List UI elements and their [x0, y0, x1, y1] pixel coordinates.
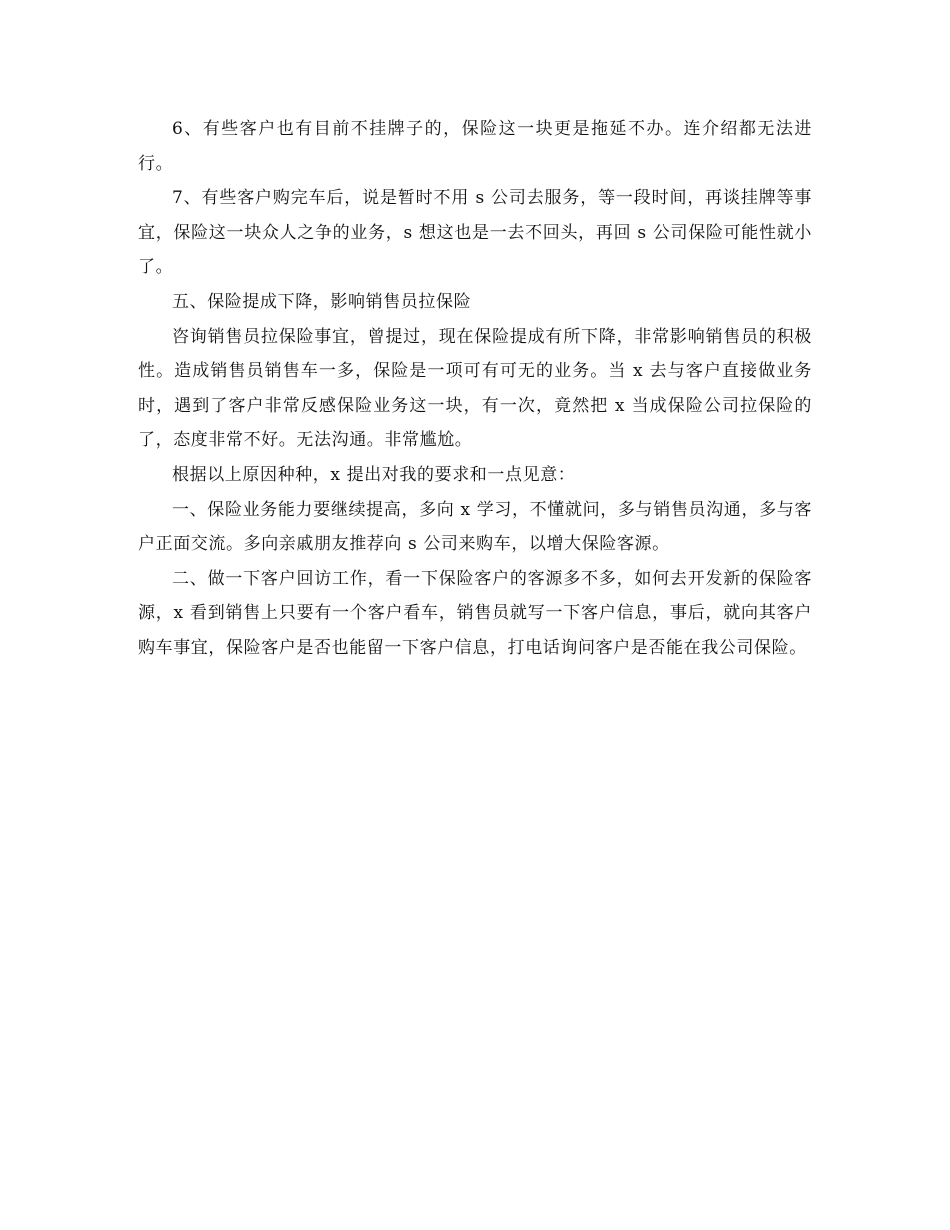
paragraph-item-7: 7、有些客户购完车后，说是暂时不用 s 公司去服务，等一段时间，再谈挂牌等事宜，保险这一块众人之争的业务，s 想这也是一去不回头，再回 s 公司保险可能性就小了。	[138, 188, 812, 278]
paragraph-requirement-1: 一、保险业务能力要继续提高，多向 x 学习，不懂就问，多与销售员沟通，多与客户正面交流。多向亲戚朋友推荐向 s 公司来购车，以增大保险客源。	[138, 499, 812, 555]
paragraph-requirement-2: 二、做一下客户回访工作，看一下保险客户的客源多不多，如何去开发新的保险客源，x 看到销售上只要有一个客户看车，销售员就写一下客户信息，事后，就向其客户购车事宜，保险客户是否也能留一下客户信息，打电话询问客户是否能在我公司保险。	[138, 568, 812, 658]
section-heading-5: 五、保险提成下降，影响销售员拉保险	[172, 291, 472, 312]
paragraph-item-6: 6、有些客户也有目前不挂牌子的，保险这一块更是拖延不办。连介绍都无法进行。	[138, 119, 812, 174]
paragraph-requirements-intro: 根据以上原因种种，x 提出对我的要求和一点见意：	[172, 464, 576, 485]
paragraph-commission: 咨询销售员拉保险事宜，曾提过，现在保险提成有所下降，非常影响销售员的积极性。造成销售员销售车一多，保险是一项可有可无的业务。当 x 去与客户直接做业务时，遇到了客户非常反感保险业务这一块，有一次，竟然把 x 当成保险公司拉保险的了，态度非常不好。无法沟通。非常尴尬。	[138, 326, 812, 451]
